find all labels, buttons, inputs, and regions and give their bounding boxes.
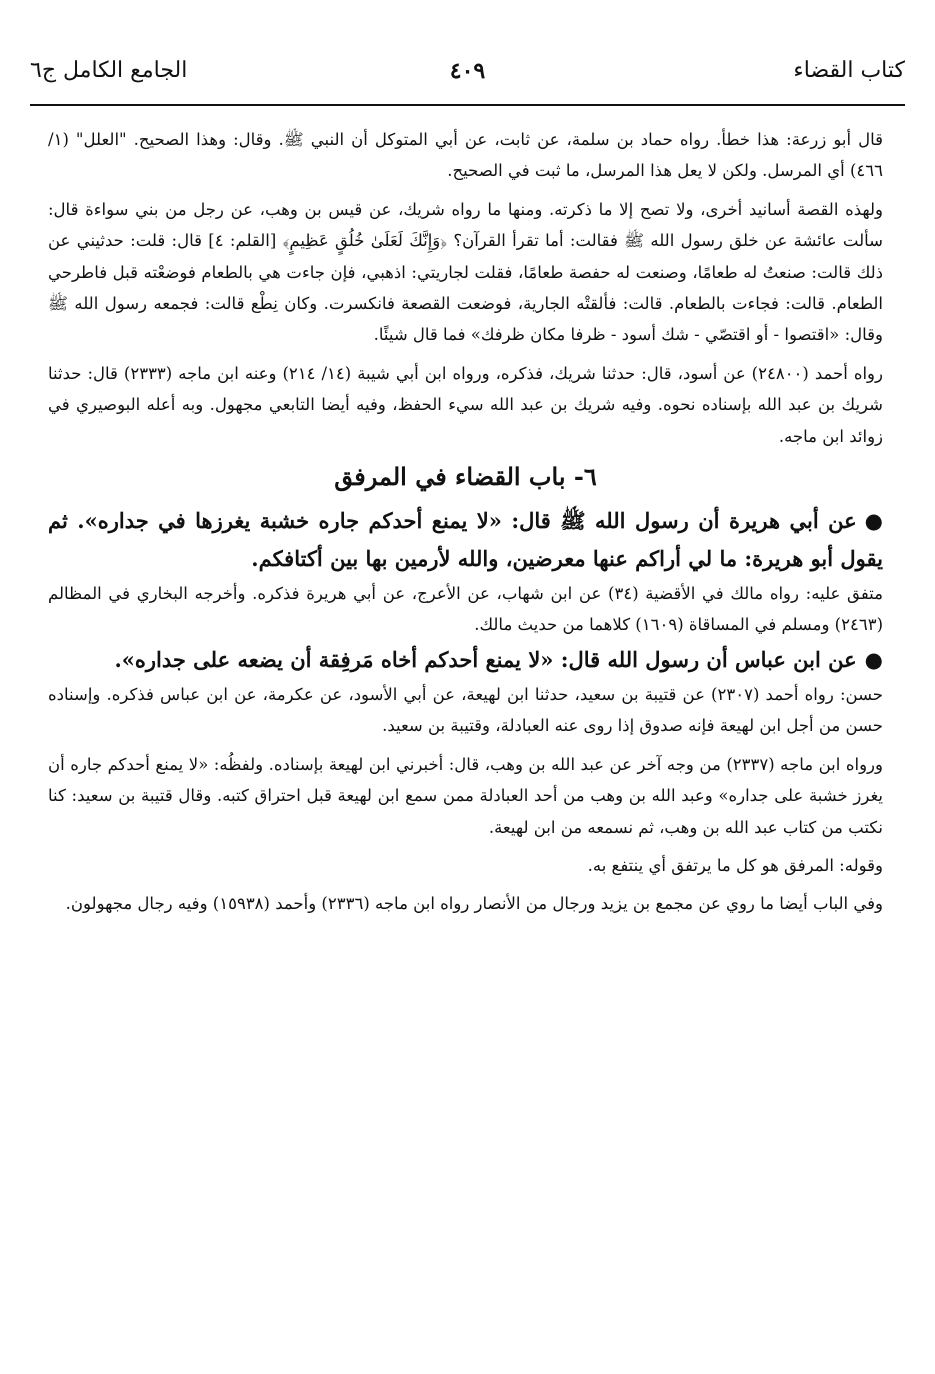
chapter-title: كتاب القضاء	[793, 58, 905, 83]
commentary-paragraph: رواه أحمد (٢٤٨٠٠) عن أسود، قال: حدثنا شريك، فذكره، ورواه ابن أبي شيبة (١٤/ ٢١٤) وعنه ابن ماجه (٢٣٣٣) قال: حدثنا شريك بن عبد الله بإسناده نحوه. وفيه شريك بن عبد الله سيء الحفظ، وفيه أيضا التابعي مجهول. وبه أعله البوصيري في زوائد ابن ماجه.	[48, 363, 883, 446]
book-title: الجامع الكامل ج٦	[30, 58, 188, 83]
commentary-paragraph: ولهذه القصة أسانيد أخرى، ولا تصح إلا ما ذكرته. ومنها ما رواه شريك، عن قيس بن وهب، عن رجل من بني سواءة قال: سألت عائشة عن خلق رسول الله ﷺ فقالت: أما تقرأ القرآن؟ ﴿وَإِنَّكَ لَعَلَىٰ خُلُقٍ عَظِيمٍ﴾ [القلم: ٤] قال: قلت: حدثيني عن ذلك قالت: صنعتُ له طعامًا، وصنعت له حفصة طعامًا، فقلت لجاريتي: اذهبي، فإن جاءت هي بالطعام فوضعْته قبل فاطرحي الطعام. قالت: فجاءت بالطعام. قالت: فألقتْه الجارية، فوضعت القصعة فانكسرت. وكان نِطْع قالت: فجمعه رسول الله ﷺ وقال: «اقتصوا - أو اقتصّي - شك أسود - ظرفا مكان ظرفك» فما قال شيئًا.	[48, 199, 883, 345]
page-body	[48, 124, 883, 920]
page-number: ٤٠٩	[449, 58, 486, 84]
commentary-paragraph: حسن: رواه أحمد (٢٣٠٧) عن قتيبة بن سعيد، حدثنا ابن لهيعة، عن أبي الأسود، عن عكرمة، عن ابن عباس فذكره. وإسناده حسن من أجل ابن لهيعة فإنه صدوق إذا روى عنه العبادلة، وقتيبة بن سعيد.	[48, 684, 884, 736]
bullet-icon: ●	[864, 646, 883, 672]
bullet-icon: ●	[864, 508, 883, 534]
header-rule	[30, 104, 905, 106]
hadith-text	[48, 502, 883, 578]
hadith-text	[48, 641, 883, 679]
commentary-paragraph: ورواه ابن ماجه (٢٣٣٧) من وجه آخر عن عبد الله بن وهب، قال: أخبرني ابن لهيعة بإسناده. ولفظُه: «لا يمنع أحدكم جاره أن يغرز خشبة على جداره» وعبد الله بن وهب من أحد العبادلة ممن سمع ابن لهيعة قبل احتراق كتبه. وقال قتيبة بن سعيد: كنا نكتب من كتاب عبد الله بن وهب، ثم نسمعه من ابن لهيعة.	[48, 754, 883, 837]
running-header	[30, 58, 905, 98]
chapter-heading: ٦- باب القضاء في المرفق	[334, 462, 597, 492]
hadith-body: عن ابن عباس أن رسول الله قال: «لا يمنع أحدكم أخاه مَرفِقة أن يضعه على جداره».	[114, 646, 857, 672]
commentary-paragraph: وفي الباب أيضا ما روي عن مجمع بن يزيد ورجال من الأنصار رواه ابن ماجه (٢٣٣٦) وأحمد (١٥٩٣٨) وفيه رجال مجهولون.	[65, 894, 883, 914]
commentary-paragraph: قال أبو زرعة: هذا خطأ. رواه حماد بن سلمة، عن ثابت، عن أبي المتوكل أن النبي ﷺ. وقال: وهذا الصحيح. "العلل" (١/ ٤٦٦) أي المرسل. ولكن لا يعل هذا المرسل، ما ثبت في الصحيح.	[48, 130, 883, 181]
commentary-paragraph: وقوله: المرفق هو كل ما يرتفق أي ينتفع به.	[587, 855, 883, 875]
hadith-body: عن أبي هريرة أن رسول الله ﷺ قال: «لا يمنع أحدكم جاره خشبة يغرزها في جداره». ثم يقول أبو هريرة: ما لي أراكم عنها معرضين، والله لأرمين بها بين أكتافكم.	[48, 508, 883, 572]
commentary-paragraph: متفق عليه: رواه مالك في الأقضية (٣٤) عن ابن شهاب، عن الأعرج، عن أبي هريرة فذكره. وأخرجه البخاري في المظالم (٢٤٦٣) ومسلم في المساقاة (١٦٠٩) كلاهما من حديث مالك.	[48, 584, 883, 635]
